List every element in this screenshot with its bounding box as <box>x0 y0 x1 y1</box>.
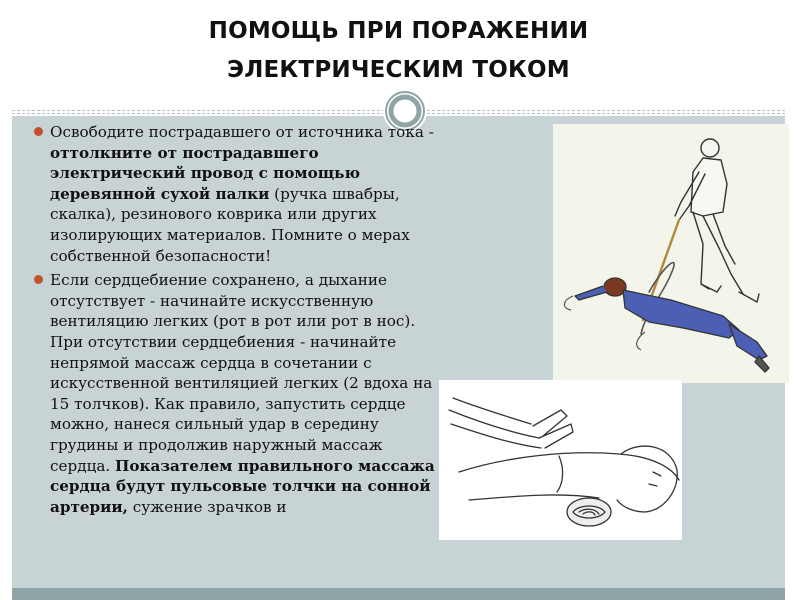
title-line-2: ЭЛЕКТРИЧЕСКИМ ТОКОМ <box>227 57 570 83</box>
list-item <box>34 270 438 517</box>
illustration-rescuer-with-stick <box>553 124 789 383</box>
slide <box>12 0 785 600</box>
bullet-dot-icon <box>34 127 43 136</box>
paragraph-2-text: Если сердцебиение сохранено, а дыхание отсутствует - начинайте искусственную вентиляцию легких (рот в рот или рот в нос). При отсутствии сердцебиения - начинайте непрямой массаж сердца в сочетании с искусственной вентиляцией легких (2 вдоха на 15 толчков). Как правило, запустить сердце можно, нанеся сильный удар в середину грудины и продолжив наружный массаж сердца. <box>50 271 433 475</box>
paragraph-2-bold: Показателем правильного массажа сердца будут пульсовые толчки на сонной артерии, <box>50 456 435 516</box>
slide-title <box>12 12 785 90</box>
bottom-strip <box>12 588 785 600</box>
paragraph-2-text-end: сужение зрачков и <box>127 497 287 516</box>
title-line-1: ПОМОЩЬ ПРИ ПОРАЖЕНИИ <box>208 18 589 44</box>
bullet-dot-icon <box>34 275 43 284</box>
illustration-cpr <box>439 380 682 540</box>
cpr-drawing <box>439 380 682 540</box>
paragraph-1-text-end: (ручка швабры, скалка), резинового коврика или других изолирующих материалов. Помните о мерах собственной безопасности! <box>50 184 410 265</box>
paragraph-1-bold: оттолкните от пострадавшего электрический провод с помощью деревянной сухой палки <box>50 143 361 203</box>
rescuer-drawing <box>553 124 789 383</box>
list-item <box>34 122 438 266</box>
body-text <box>34 122 438 521</box>
paragraph-1-text: Освободите пострадавшего от источника тока - <box>50 123 434 141</box>
